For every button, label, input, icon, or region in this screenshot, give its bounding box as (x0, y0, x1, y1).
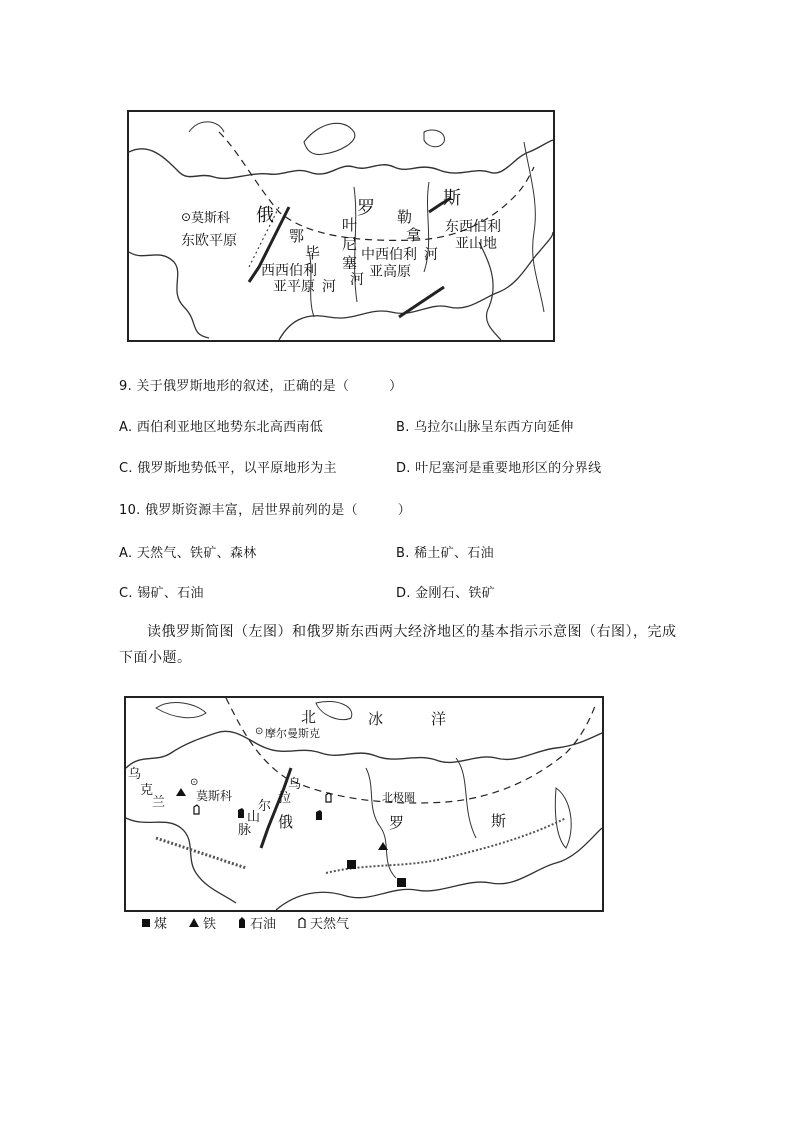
ob-river-he-label: 河 (322, 279, 336, 295)
map-legend (142, 913, 349, 932)
murmansk-marker: ⊙ (255, 726, 264, 737)
ukraine-lan-label: 兰 (152, 795, 166, 810)
russia-economic-map-graphic (126, 698, 602, 910)
russia-luo-label: 罗 (389, 814, 405, 832)
west-siberian-plain-label-1: 西西伯利 (261, 263, 317, 279)
moscow-label: 莫斯科 (196, 789, 233, 803)
intro-paragraph: 读俄罗斯简图（左图）和俄罗斯东西两大经济地区的基本指示示意图（右图），完成下面小题。 (119, 624, 677, 666)
legend-coal-label: 煤 (154, 917, 168, 932)
ural-wu-label: 乌 (288, 777, 302, 792)
russia-e-label: 俄 (278, 813, 294, 831)
yenisei-he-label: 河 (350, 272, 364, 288)
question-9-option-c: C. 俄罗斯地势低平，以平原地形为主 (119, 461, 337, 476)
arctic-ocean-bei-label: 北 (301, 708, 317, 726)
east-european-plain-label: 东欧平原 (181, 233, 237, 249)
ukraine-wu-label: 乌 (128, 767, 142, 782)
question-9-option-b: B. 乌拉尔山脉呈东西方向延伸 (396, 420, 574, 435)
moscow-marker: ⊙ (181, 210, 192, 224)
lena-he-label: 河 (424, 247, 438, 263)
yenisei-ni-label: 尼 (342, 235, 358, 253)
russia-economic-map (124, 696, 604, 912)
question-9-option-d: D. 叶尼塞河是重要地形区的分界线 (396, 461, 602, 476)
question-10-stem: 10. 俄罗斯资源丰富，居世界前列的是（ ） (119, 503, 412, 518)
russia-terrain-map (127, 110, 555, 342)
yenisei-sai-label: 塞 (342, 254, 358, 272)
ural-la-label: 拉 (278, 791, 292, 806)
russia-char-e-label: 俄 (256, 205, 274, 226)
ural-mai-label: 脉 (238, 823, 252, 838)
ural-er-label: 尔 (258, 799, 272, 814)
lena-le-label: 勒 (397, 208, 413, 226)
russia-char-luo-label: 罗 (357, 198, 375, 219)
iron-symbol-icon (189, 918, 199, 927)
arctic-ocean-yang-label: 洋 (431, 710, 447, 728)
west-siberian-plain-label-2: 亚平原 (273, 279, 315, 295)
lena-na-label: 拿 (406, 226, 422, 244)
arctic-circle-label: 北极圈 (382, 791, 415, 804)
east-siberian-mountains-label-2: 亚山地 (455, 236, 497, 252)
ob-river-e-label: 鄂 (289, 227, 305, 245)
question-10-option-b: B. 稀土矿、石油 (396, 546, 494, 561)
central-siberian-plateau-label-1: 中西伯利 (361, 247, 417, 263)
legend-coal (142, 913, 167, 932)
yenisei-ye-label: 叶 (342, 216, 358, 234)
ukraine-ke-label: 克 (140, 783, 154, 798)
question-10-option-c: C. 锡矿、石油 (119, 586, 204, 601)
moscow-label: 莫斯科 (191, 211, 231, 226)
arctic-ocean-bing-label: 冰 (368, 710, 384, 728)
coal-symbol-icon (142, 919, 150, 927)
moscow-marker: ⊙ (190, 777, 199, 788)
russia-si-label: 斯 (491, 812, 507, 830)
legend-iron-label: 铁 (203, 917, 217, 932)
question-9-stem: 9. 关于俄罗斯地形的叙述，正确的是（ ） (119, 379, 403, 394)
ob-river-bi-label: 毕 (305, 244, 321, 262)
legend-iron (189, 913, 216, 932)
russia-char-si-label: 斯 (443, 188, 461, 209)
oil-symbol-icon (238, 917, 246, 928)
question-9-option-a: A. 西伯利亚地区地势东北高西南低 (119, 420, 324, 435)
legend-oil (238, 913, 276, 932)
question-10-option-d: D. 金刚石、铁矿 (396, 586, 495, 601)
east-siberian-mountains-label-1: 东西伯利 (445, 219, 501, 235)
legend-oil-label: 石油 (250, 917, 277, 932)
legend-gas (298, 913, 349, 932)
question-10-option-a: A. 天然气、铁矿、森林 (119, 546, 257, 561)
legend-gas-label: 天然气 (310, 917, 350, 932)
central-siberian-plateau-label-2: 亚高原 (369, 264, 411, 280)
ural-shan-label: 山 (247, 810, 261, 825)
gas-symbol-icon (298, 917, 306, 928)
murmansk-label: 摩尔曼斯克 (265, 727, 320, 740)
